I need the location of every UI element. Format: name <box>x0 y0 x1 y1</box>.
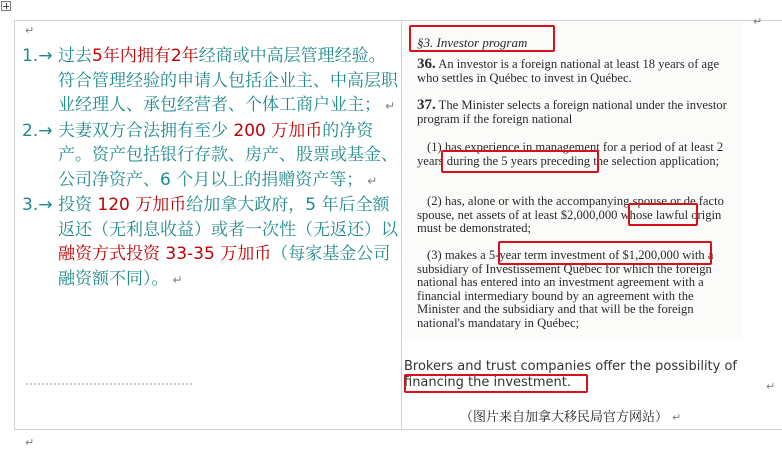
highlight-box-financing <box>404 374 588 393</box>
list-item-text: 夫妻双方合法拥有至少 <box>58 120 234 141</box>
section-36-number: 36. <box>417 56 436 72</box>
highlighted-text: 120 万加币 <box>97 195 187 215</box>
list-item-number: 1.→ <box>22 46 53 66</box>
table-left-border <box>14 20 15 430</box>
section-37-number: 37. <box>417 97 436 113</box>
list-item-text: 的净资产。资产包括银行存款、房产、股票或基金、公司净资产、6 个月以上的捐赠资产等； <box>58 120 398 190</box>
paragraph-mark-icon: ↵ <box>25 24 35 37</box>
list-item <box>22 119 400 194</box>
requirements-list <box>22 44 400 292</box>
highlight-box-1-2-million <box>498 241 712 265</box>
section-37-item-2: (2) has, alone or with the accompanying spouse or de facto spouse, net assets of at least $2,000,000 whose lawful origin must be demonstrated; <box>417 194 724 236</box>
paragraph-mark-icon: ↵ <box>25 436 35 449</box>
list-item-number: 2.→ <box>22 120 53 141</box>
highlight-box-2-million <box>628 203 698 226</box>
caption-text: （图片来自加拿大移民局官方网站） <box>460 410 669 425</box>
paragraph-mark-icon: ↵ <box>367 173 378 188</box>
paragraph-mark-icon: ↵ <box>753 15 763 28</box>
brokers-note: Brokers and trust companies offer the possibility of financing the investment. <box>404 359 738 390</box>
section-heading: §3. Investor program <box>417 35 528 50</box>
paragraph-mark-icon: ↵ <box>672 411 682 424</box>
list-item <box>22 193 400 292</box>
highlighted-text: 5年内拥有2年 <box>92 46 199 66</box>
list-item-text: （每家基金公司融资额不同）。 <box>58 244 391 289</box>
table-bottom-border <box>14 429 782 430</box>
table-top-border <box>14 20 782 21</box>
list-item-text: 过去 <box>58 46 92 66</box>
highlighted-text: 200 万加币 <box>233 120 323 141</box>
highlight-box-heading <box>409 25 555 52</box>
section-36-text: An investor is a foreign national at least 18 years of age who settles in Québec to invest in Québec. <box>417 57 720 85</box>
section-36 <box>417 58 739 85</box>
section-37-item-1: (1) has experience in management for a period of at least 2 years during the 5 years preceding the selection application; <box>417 140 724 168</box>
section-37-item-3: (3) makes a 5-year term investment of $1,200,000 with a subsidiary of Investissement Québec for which the foreign national has entered into an investment agreement with a financial intermediary bound by an agreement with the Minister and the subsidiary and that will be the foreign national's mandatary in Québec; <box>417 248 714 330</box>
paragraph-mark-icon: ↵ <box>385 99 396 113</box>
image-caption <box>460 406 681 425</box>
list-item-number: 3.→ <box>22 195 53 215</box>
dotted-leader-line <box>26 383 192 387</box>
table-column-divider <box>401 20 402 430</box>
highlighted-text: 融资方式投资 33-35 万加币 <box>58 244 272 264</box>
list-item <box>22 44 400 119</box>
highlight-box-2-years <box>441 150 599 173</box>
section-37 <box>417 99 739 126</box>
paragraph-mark-icon: ↵ <box>172 272 183 287</box>
list-item-text: 经商或中高层管理经验。符合管理经验的申请人包括企业主、中高层职业经理人、承包经营者、个体工商户业主； <box>58 46 398 115</box>
paragraph-mark-icon: ↵ <box>766 380 776 393</box>
list-item-text: 投资 <box>58 195 98 215</box>
section-37-text: The Minister selects a foreign national under the investor program if the foreign national <box>417 98 727 126</box>
legal-text-image <box>403 22 743 340</box>
table-move-handle[interactable] <box>1 1 11 11</box>
list-item-text: 给加拿大政府，5 年后全额返还（无利息收益）或者一次性（无返还）以 <box>58 195 398 240</box>
